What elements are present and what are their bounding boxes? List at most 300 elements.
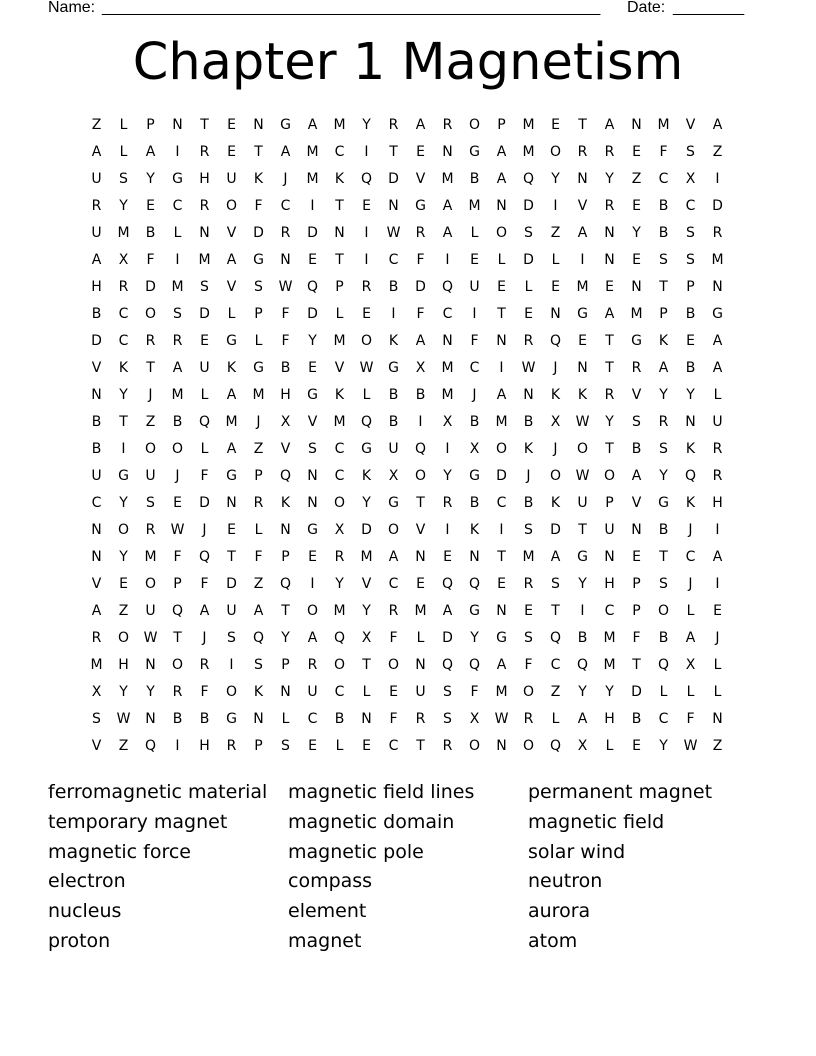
grid-letter: I bbox=[364, 225, 369, 241]
grid-letter: O bbox=[522, 738, 535, 754]
grid-letter: C bbox=[685, 549, 696, 565]
word-list-item: aurora bbox=[528, 900, 591, 923]
grid-letter: R bbox=[712, 468, 723, 484]
grid-letter: V bbox=[415, 522, 426, 538]
grid-letter: N bbox=[631, 522, 642, 538]
grid-letter: T bbox=[497, 549, 506, 565]
grid-letter: N bbox=[307, 495, 318, 511]
name-label: Name: bbox=[48, 0, 96, 16]
grid-letter: M bbox=[225, 414, 238, 430]
grid-letter: T bbox=[335, 252, 344, 268]
grid-letter: X bbox=[469, 441, 480, 457]
grid-letter: E bbox=[308, 738, 317, 754]
grid-letter: K bbox=[523, 441, 534, 457]
grid-letter: T bbox=[632, 657, 641, 673]
grid-row bbox=[83, 625, 731, 652]
grid-letter: N bbox=[91, 522, 102, 538]
grid-letter: R bbox=[658, 414, 669, 430]
grid-letter: Q bbox=[360, 171, 373, 187]
grid-letter: L bbox=[362, 387, 371, 403]
grid-letter: W bbox=[359, 360, 374, 376]
grid-row bbox=[83, 571, 731, 598]
grid-letter: C bbox=[496, 495, 507, 511]
date-label: Date: bbox=[627, 0, 666, 16]
grid-letter: U bbox=[712, 414, 723, 430]
grid-letter: B bbox=[415, 387, 426, 403]
grid-letter: N bbox=[226, 495, 237, 511]
grid-letter: D bbox=[199, 495, 210, 511]
grid-row bbox=[83, 490, 731, 517]
grid-letter: O bbox=[549, 468, 562, 484]
grid-letter: U bbox=[388, 441, 399, 457]
grid-letter: M bbox=[441, 387, 454, 403]
grid-letter: K bbox=[577, 387, 588, 403]
grid-letter: A bbox=[496, 657, 507, 673]
grid-letter: F bbox=[254, 549, 263, 565]
grid-letter: P bbox=[254, 468, 263, 484]
grid-letter: E bbox=[497, 279, 506, 295]
grid-letter: D bbox=[415, 279, 426, 295]
grid-letter: S bbox=[686, 225, 695, 241]
grid-letter: M bbox=[495, 414, 508, 430]
grid-letter: M bbox=[171, 387, 184, 403]
grid-letter: I bbox=[121, 441, 126, 457]
grid-letter: R bbox=[91, 630, 102, 646]
grid-letter: N bbox=[685, 414, 696, 430]
grid-letter: Z bbox=[550, 684, 561, 700]
word-list-item: permanent magnet bbox=[528, 781, 713, 803]
grid-letter: O bbox=[333, 657, 346, 673]
grid-letter: X bbox=[334, 522, 345, 538]
date-blank-line: ________ bbox=[673, 0, 745, 16]
grid-letter: A bbox=[199, 603, 210, 619]
grid-letter: T bbox=[416, 495, 425, 511]
grid-letter: O bbox=[576, 441, 589, 457]
grid-letter: E bbox=[416, 144, 425, 160]
grid-letter: A bbox=[658, 360, 669, 376]
grid-row bbox=[83, 598, 731, 625]
grid-letter: B bbox=[658, 522, 669, 538]
grid-letter: C bbox=[172, 198, 183, 214]
grid-row bbox=[83, 436, 731, 463]
grid-letter: B bbox=[172, 414, 183, 430]
page-title: Chapter 1 Magnetism bbox=[132, 33, 684, 92]
grid-letter: H bbox=[199, 171, 210, 187]
grid-letter: F bbox=[146, 252, 155, 268]
grid-row bbox=[83, 274, 731, 301]
grid-letter: N bbox=[577, 360, 588, 376]
grid-letter: K bbox=[685, 441, 696, 457]
grid-letter: E bbox=[227, 144, 236, 160]
grid-letter: G bbox=[469, 603, 480, 619]
grid-letter: I bbox=[499, 360, 504, 376]
grid-letter: T bbox=[497, 306, 506, 322]
grid-letter: E bbox=[362, 306, 371, 322]
grid-letter: M bbox=[522, 549, 535, 565]
grid-letter: A bbox=[91, 252, 102, 268]
grid-letter: D bbox=[91, 333, 102, 349]
grid-letter: J bbox=[202, 630, 207, 646]
grid-letter: P bbox=[335, 279, 344, 295]
grid-letter: M bbox=[333, 603, 346, 619]
grid-letter: B bbox=[199, 711, 210, 727]
grid-letter: I bbox=[499, 522, 504, 538]
grid-letter: W bbox=[116, 711, 131, 727]
grid-letter: G bbox=[253, 360, 264, 376]
grid-letter: Y bbox=[362, 495, 371, 511]
grid-letter: P bbox=[173, 576, 182, 592]
grid-letter: E bbox=[119, 576, 128, 592]
grid-letter: G bbox=[577, 306, 588, 322]
grid-letter: N bbox=[604, 225, 615, 241]
grid-letter: B bbox=[469, 414, 480, 430]
grid-letter: I bbox=[175, 252, 180, 268]
grid-letter: E bbox=[632, 549, 641, 565]
grid-letter: U bbox=[226, 171, 237, 187]
grid-letter: N bbox=[631, 117, 642, 133]
grid-letter: S bbox=[443, 711, 452, 727]
grid-letter: S bbox=[254, 657, 263, 673]
grid-letter: A bbox=[226, 441, 237, 457]
grid-letter: A bbox=[442, 198, 453, 214]
word-list-item: nucleus bbox=[48, 900, 122, 923]
grid-letter: W bbox=[386, 225, 401, 241]
grid-letter: X bbox=[442, 414, 453, 430]
grid-letter: Q bbox=[576, 657, 589, 673]
grid-letter: X bbox=[388, 468, 399, 484]
grid-letter: S bbox=[524, 522, 533, 538]
grid-letter: O bbox=[225, 198, 238, 214]
grid-letter: N bbox=[145, 711, 156, 727]
grid-letter: A bbox=[145, 144, 156, 160]
grid-letter: Z bbox=[91, 117, 102, 133]
grid-letter: Z bbox=[118, 738, 129, 754]
grid-letter: Y bbox=[443, 468, 452, 484]
grid-letter: R bbox=[577, 144, 588, 160]
grid-letter: G bbox=[469, 144, 480, 160]
grid-letter: V bbox=[631, 495, 642, 511]
grid-letter: V bbox=[226, 225, 237, 241]
grid-letter: I bbox=[580, 252, 585, 268]
grid-letter: N bbox=[253, 117, 264, 133]
grid-letter: G bbox=[496, 630, 507, 646]
word-list-item: electron bbox=[48, 870, 126, 893]
grid-letter: N bbox=[577, 171, 588, 187]
grid-letter: O bbox=[171, 441, 184, 457]
grid-letter: A bbox=[496, 171, 507, 187]
grid-letter: B bbox=[91, 306, 102, 322]
grid-letter: A bbox=[442, 603, 453, 619]
grid-letter: Y bbox=[470, 630, 479, 646]
grid-letter: U bbox=[604, 522, 615, 538]
grid-letter: A bbox=[577, 225, 588, 241]
grid-letter: G bbox=[631, 333, 642, 349]
grid-letter: E bbox=[416, 576, 425, 592]
grid-letter: H bbox=[91, 279, 102, 295]
grid-letter: J bbox=[472, 387, 477, 403]
grid-row bbox=[83, 517, 731, 544]
grid-row bbox=[83, 301, 731, 328]
grid-letter: X bbox=[685, 171, 696, 187]
grid-letter: Y bbox=[605, 414, 614, 430]
grid-letter: Y bbox=[119, 549, 128, 565]
grid-letter: Q bbox=[441, 657, 454, 673]
grid-letter: E bbox=[713, 603, 722, 619]
grid-letter: T bbox=[605, 333, 614, 349]
word-list-item: magnetic domain bbox=[288, 810, 455, 833]
grid-letter: R bbox=[199, 198, 210, 214]
grid-letter: Q bbox=[441, 279, 454, 295]
grid-row bbox=[83, 652, 731, 679]
grid-letter: D bbox=[523, 198, 534, 214]
grid-letter: P bbox=[605, 495, 614, 511]
word-list-item: magnetic force bbox=[48, 840, 192, 863]
grid-letter: A bbox=[388, 549, 399, 565]
grid-row bbox=[83, 112, 731, 139]
grid-letter: L bbox=[335, 738, 344, 754]
grid-letter: O bbox=[387, 657, 400, 673]
grid-letter: U bbox=[226, 603, 237, 619]
grid-letter: S bbox=[524, 630, 533, 646]
grid-letter: G bbox=[658, 495, 669, 511]
grid-letter: E bbox=[200, 333, 209, 349]
grid-letter: Q bbox=[468, 657, 481, 673]
grid-letter: T bbox=[416, 738, 425, 754]
grid-letter: T bbox=[227, 549, 236, 565]
grid-letter: E bbox=[362, 738, 371, 754]
grid-letter: X bbox=[550, 414, 561, 430]
grid-row bbox=[83, 328, 731, 355]
grid-letter: K bbox=[334, 171, 345, 187]
grid-letter: Q bbox=[414, 441, 427, 457]
grid-letter: Y bbox=[686, 387, 695, 403]
grid-letter: M bbox=[441, 360, 454, 376]
word-list-item: proton bbox=[48, 929, 111, 952]
grid-letter: N bbox=[496, 198, 507, 214]
grid-letter: T bbox=[200, 117, 209, 133]
grid-letter: R bbox=[91, 198, 102, 214]
grid-letter: R bbox=[604, 198, 615, 214]
grid-letter: Y bbox=[578, 576, 587, 592]
grid-letter: I bbox=[310, 576, 315, 592]
grid-letter: L bbox=[470, 225, 479, 241]
grid-letter: E bbox=[470, 252, 479, 268]
grid-letter: W bbox=[521, 360, 536, 376]
grid-letter: F bbox=[389, 630, 398, 646]
word-list-item: magnetic field bbox=[528, 810, 665, 833]
grid-letter: X bbox=[91, 684, 102, 700]
grid-letter: O bbox=[549, 144, 562, 160]
grid-letter: E bbox=[308, 360, 317, 376]
grid-letter: Y bbox=[308, 333, 317, 349]
grid-letter: U bbox=[145, 603, 156, 619]
grid-letter: M bbox=[522, 144, 535, 160]
grid-letter: T bbox=[281, 603, 290, 619]
grid-letter: N bbox=[523, 387, 534, 403]
grid-letter: R bbox=[442, 117, 453, 133]
grid-letter: S bbox=[281, 738, 290, 754]
grid-row bbox=[83, 220, 731, 247]
grid-letter: I bbox=[715, 576, 720, 592]
grid-letter: L bbox=[281, 711, 290, 727]
grid-letter: T bbox=[146, 360, 155, 376]
grid-letter: C bbox=[118, 306, 129, 322]
grid-letter: I bbox=[445, 252, 450, 268]
grid-letter: D bbox=[442, 630, 453, 646]
grid-letter: L bbox=[227, 306, 236, 322]
grid-letter: D bbox=[253, 225, 264, 241]
grid-letter: I bbox=[553, 198, 558, 214]
grid-letter: R bbox=[118, 279, 129, 295]
grid-letter: Q bbox=[144, 738, 157, 754]
grid-letter: F bbox=[686, 711, 695, 727]
grid-letter: V bbox=[685, 117, 696, 133]
grid-letter: T bbox=[551, 603, 560, 619]
grid-letter: B bbox=[91, 441, 102, 457]
grid-letter: U bbox=[91, 468, 102, 484]
grid-letter: A bbox=[442, 225, 453, 241]
grid-letter: K bbox=[658, 333, 669, 349]
grid-letter: P bbox=[632, 603, 641, 619]
grid-letter: R bbox=[307, 657, 318, 673]
grid-letter: F bbox=[281, 306, 290, 322]
grid-letter: F bbox=[632, 630, 641, 646]
grid-letter: D bbox=[199, 306, 210, 322]
grid-letter: J bbox=[148, 387, 153, 403]
grid-letter: S bbox=[686, 144, 695, 160]
grid-letter: H bbox=[280, 387, 291, 403]
grid-letter: M bbox=[576, 279, 589, 295]
grid-letter: B bbox=[388, 387, 399, 403]
grid-letter: C bbox=[550, 657, 561, 673]
grid-letter: O bbox=[468, 738, 481, 754]
grid-letter: F bbox=[470, 333, 479, 349]
grid-letter: N bbox=[307, 468, 318, 484]
grid-letter: F bbox=[659, 144, 668, 160]
grid-letter: C bbox=[334, 441, 345, 457]
grid-letter: M bbox=[90, 657, 103, 673]
grid-letter: V bbox=[91, 576, 102, 592]
grid-letter: J bbox=[715, 630, 720, 646]
grid-letter: Q bbox=[441, 576, 454, 592]
grid-letter: V bbox=[91, 738, 102, 754]
grid-letter: O bbox=[306, 603, 319, 619]
grid-letter: A bbox=[712, 360, 723, 376]
grid-letter: O bbox=[468, 117, 481, 133]
grid-letter: M bbox=[522, 117, 535, 133]
grid-letter: C bbox=[604, 603, 615, 619]
grid-letter: A bbox=[307, 630, 318, 646]
header-fields bbox=[48, 0, 748, 20]
grid-letter: I bbox=[715, 522, 720, 538]
grid-letter: V bbox=[415, 171, 426, 187]
grid-letter: N bbox=[604, 549, 615, 565]
grid-letter: V bbox=[307, 414, 318, 430]
grid-letter: R bbox=[523, 333, 534, 349]
grid-letter: U bbox=[577, 495, 588, 511]
grid-letter: G bbox=[415, 198, 426, 214]
grid-letter: M bbox=[414, 603, 427, 619]
grid-letter: R bbox=[442, 738, 453, 754]
grid-letter: G bbox=[361, 441, 372, 457]
grid-letter: E bbox=[632, 738, 641, 754]
grid-letter: B bbox=[658, 198, 669, 214]
grid-letter: M bbox=[198, 252, 211, 268]
grid-letter: A bbox=[550, 549, 561, 565]
grid-row bbox=[83, 706, 731, 733]
grid-letter: F bbox=[173, 549, 182, 565]
grid-letter: O bbox=[387, 522, 400, 538]
grid-letter: G bbox=[253, 252, 264, 268]
grid-letter: C bbox=[658, 711, 669, 727]
grid-letter: J bbox=[175, 468, 180, 484]
grid-letter: K bbox=[388, 333, 399, 349]
grid-letter: M bbox=[495, 684, 508, 700]
grid-letter: G bbox=[226, 333, 237, 349]
grid-letter: I bbox=[364, 252, 369, 268]
grid-letter: L bbox=[659, 684, 668, 700]
grid-letter: B bbox=[658, 630, 669, 646]
grid-letter: G bbox=[712, 306, 723, 322]
grid-letter: X bbox=[469, 711, 480, 727]
grid-letter: Y bbox=[578, 684, 587, 700]
grid-letter: O bbox=[333, 495, 346, 511]
grid-letter: E bbox=[443, 549, 452, 565]
grid-letter: F bbox=[200, 576, 209, 592]
grid-letter: L bbox=[119, 144, 128, 160]
grid-letter: L bbox=[119, 117, 128, 133]
grid-letter: N bbox=[442, 333, 453, 349]
grid-letter: M bbox=[252, 387, 265, 403]
word-list-item: neutron bbox=[528, 870, 603, 893]
grid-letter: N bbox=[91, 549, 102, 565]
grid-letter: J bbox=[283, 171, 288, 187]
grid-letter: L bbox=[335, 306, 344, 322]
grid-letter: G bbox=[280, 117, 291, 133]
grid-letter: E bbox=[524, 603, 533, 619]
grid-letter: M bbox=[306, 144, 319, 160]
grid-letter: N bbox=[496, 738, 507, 754]
grid-letter: N bbox=[199, 225, 210, 241]
grid-letter: G bbox=[226, 468, 237, 484]
grid-letter: J bbox=[688, 576, 693, 592]
grid-letter: C bbox=[388, 738, 399, 754]
grid-letter: K bbox=[253, 684, 264, 700]
grid-letter: Q bbox=[198, 549, 211, 565]
grid-letter: M bbox=[333, 117, 346, 133]
grid-letter: Q bbox=[522, 171, 535, 187]
grid-letter: C bbox=[307, 711, 318, 727]
grid-row bbox=[83, 139, 731, 166]
grid-letter: L bbox=[200, 387, 209, 403]
grid-letter: N bbox=[172, 117, 183, 133]
grid-letter: F bbox=[200, 468, 209, 484]
grid-letter: W bbox=[683, 738, 698, 754]
grid-letter: U bbox=[199, 360, 210, 376]
grid-letter: Z bbox=[118, 603, 129, 619]
grid-letter: N bbox=[631, 279, 642, 295]
grid-letter: I bbox=[580, 603, 585, 619]
grid-letter: M bbox=[603, 657, 616, 673]
grid-letter: S bbox=[92, 711, 101, 727]
grid-letter: B bbox=[658, 225, 669, 241]
grid-letter: Y bbox=[551, 171, 560, 187]
grid-letter: A bbox=[307, 117, 318, 133]
grid-letter: A bbox=[91, 144, 102, 160]
grid-letter: W bbox=[494, 711, 509, 727]
grid-letter: T bbox=[254, 144, 263, 160]
grid-letter: N bbox=[388, 198, 399, 214]
